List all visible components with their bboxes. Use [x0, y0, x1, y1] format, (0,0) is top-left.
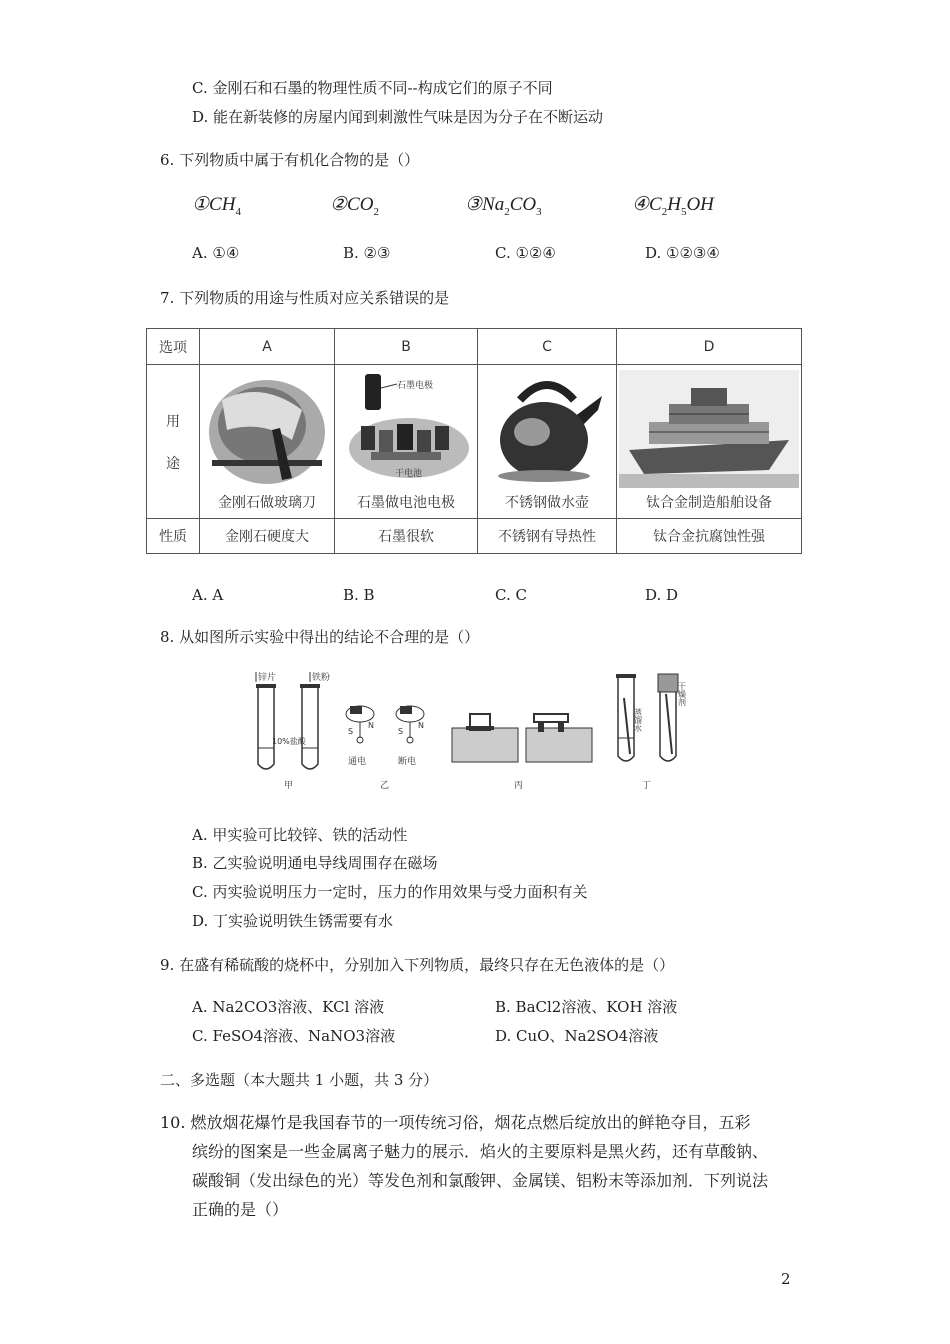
q10-line-4: 正确的是（） [192, 1200, 289, 1219]
section-2-heading: 二、多选题（本大题共 1 小题，共 3 分） [160, 1071, 439, 1089]
q6-option-b: B. ②③ [343, 244, 391, 262]
label-bing: 丙 [514, 781, 524, 791]
q7-cell-d [617, 365, 802, 519]
label-jia: 甲 [284, 781, 294, 791]
q7-cell-a [200, 365, 335, 519]
kettle-illustration [482, 370, 612, 488]
page-number: 2 [781, 1270, 791, 1288]
experiment-ding [616, 674, 687, 791]
experiment-jia [256, 671, 330, 791]
q8-stem: 8. 从如图所示实验中得出的结论不合理的是（） [160, 628, 480, 646]
q5-option-d: D. 能在新装修的房屋内闻到刺激性气味是因为分子在不断运动 [192, 108, 604, 126]
glass-cutter-illustration [202, 370, 332, 488]
q10-line-2: 缤纷的图案是一些金属离子魅力的展示．焰火的主要原料是黑火药，还有草酸钠、 [192, 1142, 769, 1161]
q10-line-3: 碳酸铜（发出绿色的光）等发色剂和氯酸钾、金属镁、铝粉末等添加剂．下列说法 [192, 1171, 769, 1190]
q7-use-label [147, 365, 200, 519]
q7-header-option: 选项 [147, 329, 200, 365]
iron-label: 铁粉 [312, 673, 331, 683]
q10-line-1: 10. 燃放烟花爆竹是我国春节的一项传统习俗，烟花点燃后绽放出的鲜艳夺目，五彩 [160, 1113, 751, 1132]
q6-item-2: $②CO_2$ [330, 194, 379, 218]
experiment-bing [452, 714, 592, 791]
q7-property-label: 性质 [147, 519, 200, 554]
q7-property-d: 钛合金抗腐蚀性强 [617, 519, 802, 554]
q7-use-a: 金刚石做玻璃刀 [218, 495, 316, 511]
power-off-label: 断电 [398, 757, 417, 767]
zinc-label: 锌片 [258, 673, 277, 683]
q7-cell-b [335, 365, 478, 519]
q7-property-b: 石墨很软 [335, 519, 478, 554]
q7-use-label-2: 途 [166, 455, 180, 472]
battery-electrode-illustration [339, 370, 473, 488]
graphite-rod-label: 石墨电极 [397, 381, 434, 391]
q7-property-c: 不锈钢有导热性 [478, 519, 617, 554]
label-yi: 乙 [380, 781, 390, 791]
battery-label: 干电池 [395, 469, 423, 479]
q7-option-a: A. A [192, 586, 224, 604]
q5-option-c: C. 金刚石和石墨的物理性质不同--构成它们的原子不同 [192, 79, 553, 97]
q8-option-d: D. 丁实验说明铁生锈需要有水 [192, 912, 394, 930]
q9-option-b: B. BaCl2溶液、KOH 溶液 [495, 998, 678, 1016]
svg-text:N: N [368, 721, 374, 730]
ship-illustration [619, 370, 799, 488]
q6-option-a: A. ①④ [192, 244, 240, 262]
q8-option-a: A. 甲实验可比较锌、铁的活动性 [192, 826, 408, 844]
experiment-yi [346, 706, 424, 791]
q9-option-d: D. CuO、Na2SO4溶液 [495, 1027, 659, 1045]
q7-use-label-1: 用 [166, 413, 180, 430]
q6-option-d: D. ①②③④ [645, 244, 720, 262]
q7-use-b: 石墨做电池电极 [357, 495, 455, 511]
q7-table [146, 328, 802, 554]
desiccant-label: 干燥剂 [677, 682, 687, 706]
q8-experiment-figure [230, 668, 710, 796]
q6-option-c: C. ①②④ [495, 244, 556, 262]
q7-cell-c [478, 365, 617, 519]
q7-option-b: B. B [343, 586, 375, 604]
svg-text:S: S [398, 727, 404, 736]
acid-label: 10%盐酸 [272, 737, 306, 746]
q6-item-1: $①CH_4$ [192, 194, 241, 218]
water-label: 蒸馏水 [633, 708, 643, 732]
label-ding: 丁 [642, 781, 652, 791]
q9-option-a: A. Na2CO3溶液、KCl 溶液 [192, 998, 385, 1016]
q7-use-c: 不锈钢做水壶 [505, 495, 589, 511]
power-on-label: 通电 [348, 757, 367, 767]
q7-option-c: C. C [495, 586, 527, 604]
q7-header-d: D [617, 329, 802, 365]
q7-header-c: C [478, 329, 617, 365]
q9-stem: 9. 在盛有稀硫酸的烧杯中，分别加入下列物质，最终只存在无色液体的是（） [160, 956, 675, 974]
svg-text:N: N [418, 721, 424, 730]
q8-option-b: B. 乙实验说明通电导线周围存在磁场 [192, 854, 438, 872]
q7-stem: 7. 下列物质的用途与性质对应关系错误的是 [160, 289, 450, 307]
q9-option-c: C. FeSO4溶液、NaNO3溶液 [192, 1027, 396, 1045]
q6-item-3: $③Na_2CO_3$ [465, 194, 542, 218]
q7-option-d: D. D [645, 586, 679, 604]
q7-header-a: A [200, 329, 335, 365]
q6-stem: 6. 下列物质中属于有机化合物的是（） [160, 151, 420, 169]
q7-header-b: B [335, 329, 478, 365]
q8-option-c: C. 丙实验说明压力一定时，压力的作用效果与受力面积有关 [192, 883, 588, 901]
q6-item-4: $④C_2H_5OH$ [632, 194, 714, 218]
q7-property-a: 金刚石硬度大 [200, 519, 335, 554]
svg-text:S: S [348, 727, 354, 736]
q7-use-d: 钛合金制造船舶设备 [646, 495, 772, 511]
